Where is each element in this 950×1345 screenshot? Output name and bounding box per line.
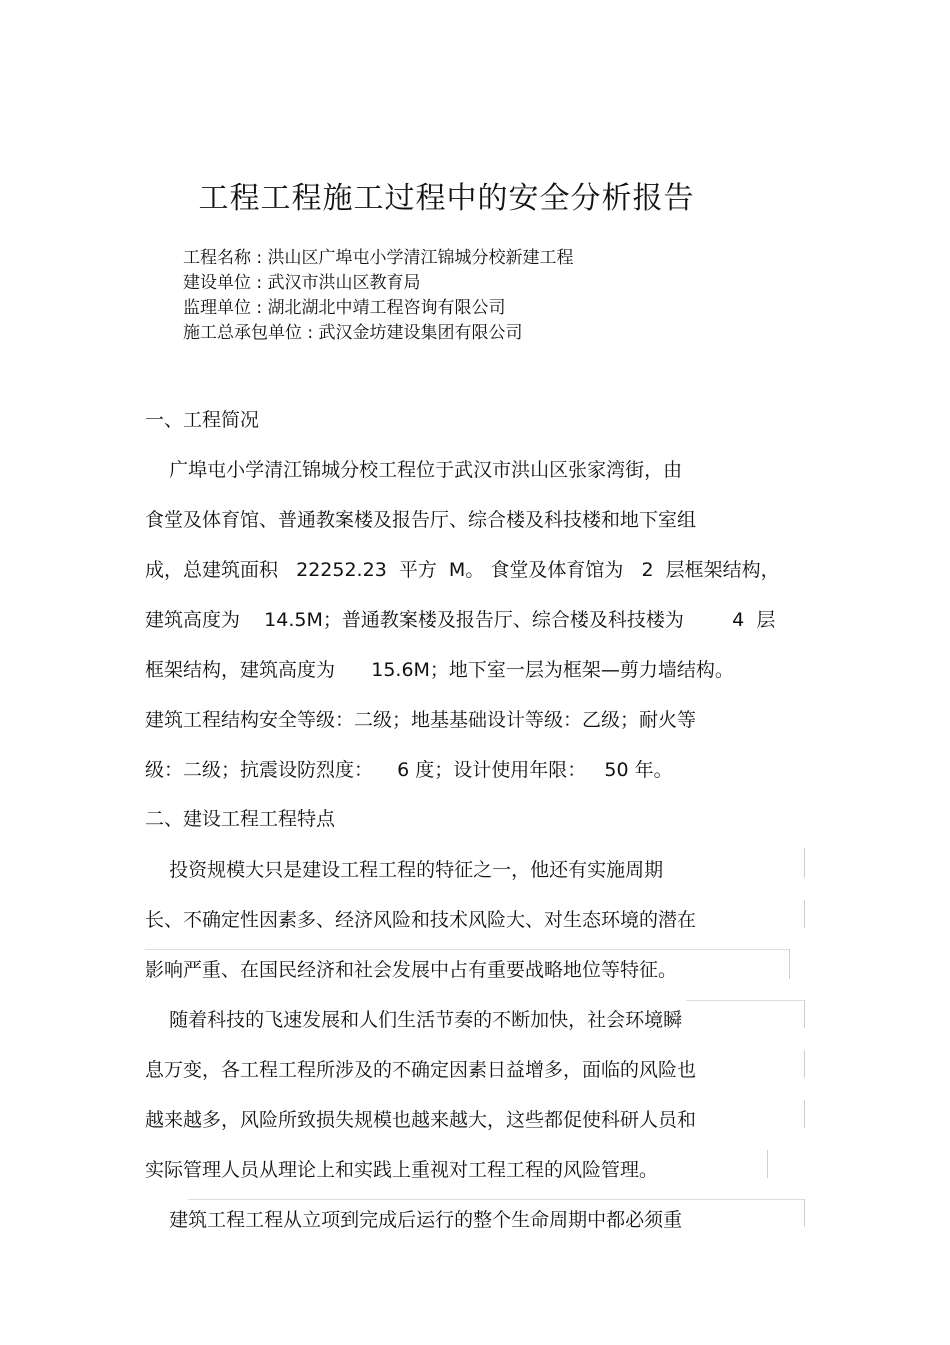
paragraph-line: 息万变，各工程工程所涉及的不确定因素日益增多，面临的风险也 [145, 1059, 697, 1081]
paragraph-line: 实际管理人员从理论上和实践上重视对工程工程的风险管理。 [145, 1159, 659, 1181]
paragraph-line: 食堂及体育馆、普通教案楼及报告厅、综合楼及科技楼和地下室组 [145, 509, 697, 531]
paragraph-line: 成，总建筑面积 22252.23 平方 M。 食堂及体育馆为 2 层框架结构， [145, 559, 780, 581]
paragraph-line: 框架结构，建筑高度为 15.6M；地下室一层为框架—剪力墙结构。 [145, 659, 734, 681]
contractor-line: 施工总承包单位 : 武汉金坊建设集团有限公司 [183, 323, 523, 343]
paragraph-line: 投资规模大只是建设工程工程的特征之一，他还有实施周期 [145, 859, 664, 881]
scan-rule [789, 949, 790, 979]
scan-rule [804, 1100, 805, 1128]
client-line: 建设单位 : 武汉市洪山区教育局 [183, 273, 421, 293]
paragraph-line: 建筑工程工程从立项到完成后运行的整个生命周期中都必须重 [145, 1209, 683, 1231]
paragraph-line: 广埠屯小学清江锦城分校工程位于武汉市洪山区张家湾街，由 [145, 459, 683, 481]
section-heading-overview: 一、工程简况 [145, 409, 260, 431]
scan-rule [188, 1199, 804, 1200]
scan-rule [804, 1050, 805, 1078]
section-heading-features: 二、建设工程工程特点 [145, 808, 336, 830]
document-title: 工程工程施工过程中的安全分析报告 [198, 181, 695, 216]
paragraph-line: 影响严重、在国民经济和社会发展中占有重要战略地位等特征。 [145, 959, 678, 981]
supervisor-line: 监理单位 : 湖北湖北中靖工程咨询有限公司 [183, 298, 506, 318]
paragraph-line: 级：二级；抗震设防烈度： 6 度；设计使用年限： 50 年。 [145, 759, 673, 781]
scan-rule [804, 900, 805, 928]
project-name-line: 工程名称 : 洪山区广埠屯小学清江锦城分校新建工程 [183, 248, 574, 268]
scan-rule [145, 949, 790, 950]
paragraph-line: 建筑工程结构安全等级：二级；地基基础设计等级：乙级；耐火等 [145, 709, 697, 731]
scan-rule [804, 1199, 805, 1227]
scan-rule [804, 848, 805, 878]
paragraph-line: 随着科技的飞速发展和人们生活节奏的不断加快，社会环境瞬 [145, 1009, 683, 1031]
paragraph-line: 建筑高度为 14.5M；普通教案楼及报告厅、综合楼及科技楼为 4 层 [145, 609, 776, 631]
scan-rule [767, 1150, 768, 1178]
paragraph-line: 长、不确定性因素多、经济风险和技术风险大、对生态环境的潜在 [145, 909, 697, 931]
paragraph-line: 越来越多，风险所致损失规模也越来越大，这些都促使科研人员和 [145, 1109, 697, 1131]
scan-rule [804, 1000, 805, 1028]
scan-rule [686, 1000, 804, 1001]
